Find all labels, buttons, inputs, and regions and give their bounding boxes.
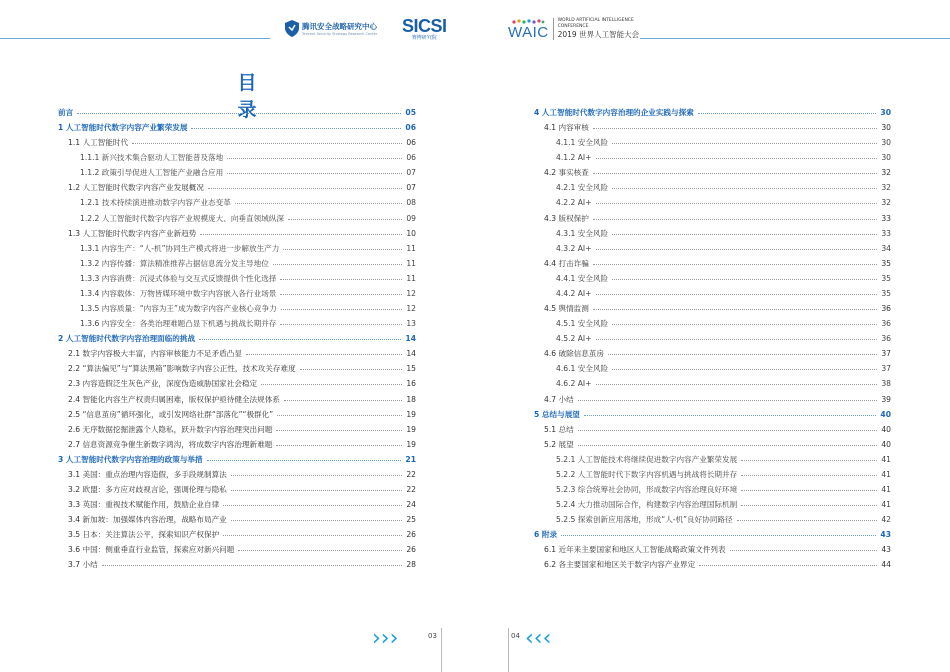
toc-entry-title: 4.7 小结 [544,394,574,404]
toc-page-number: 12 [406,288,416,298]
toc-leader-dots [612,324,877,325]
logo3-name: WAIC [508,24,549,41]
toc-leader-dots [238,550,402,551]
toc-leader-dots [300,369,403,370]
toc-page-number: 19 [406,424,416,434]
logo3-line3: 2019 世界人工智能大会 [557,30,640,39]
toc-page-number: 33 [881,213,891,223]
toc-entry-title: 4.3.1 安全风险 [556,228,609,238]
toc-page-number: 30 [881,138,891,148]
toc-entry[interactable] [556,286,891,301]
toc-entry[interactable] [544,422,891,437]
toc-leader-dots [280,279,402,280]
toc-entry[interactable] [556,452,891,467]
toc-page-number: 06 [406,138,416,148]
toc-entry[interactable] [544,301,891,316]
toc-entry[interactable] [68,527,416,542]
toc-entry-title: 5.2.1 人工智能技术将继续促进数字内容产业繁荣发展 [556,454,738,464]
toc-entry[interactable] [556,497,891,512]
toc-entry[interactable] [556,512,891,527]
toc-entry-title: 3 人工智能时代数字内容治理的政策与举措 [58,454,203,464]
toc-entry-title: 4.2.2 AI+ [556,198,592,208]
toc-entry[interactable] [544,392,891,407]
logo1-sub: Tencent Security Strategy Research Center [302,32,378,36]
logo3-line2: CONFERENCE [557,23,589,29]
toc-entry-title: 4.1 内容审核 [544,123,589,133]
toc-leader-dots [200,234,402,235]
toc-leader-dots [741,490,877,491]
toc-page-number: 32 [881,198,891,208]
toc-leader-dots [223,505,402,506]
toc-entry[interactable] [58,331,416,346]
toc-leader-dots [737,520,878,521]
logo-tencent-security [285,20,377,37]
toc-page-number: 42 [881,515,891,525]
toc-entry[interactable] [534,527,891,542]
toc-page-number: 18 [406,394,416,404]
toc-leader-dots [199,339,401,340]
toc-entry-title: 4 人工智能时代数字内容治理的企业实践与探索 [534,108,694,117]
toc-entry[interactable] [58,452,416,467]
toc-leader-dots [191,128,401,129]
toc-entry-title: 1.3.2 内容传播：算法精准推荐占据信息流分发主导地位 [80,258,269,268]
toc-page-number: 35 [881,273,891,283]
toc-entry-title: 3.1 美国：重点治理内容造假，多手段规制算法 [68,469,227,479]
logo2-name: SICSI [402,16,447,36]
toc-leader-dots [699,565,877,566]
toc-entry[interactable] [68,407,416,422]
footer-divider-left [441,628,442,672]
toc-leader-dots [612,188,877,189]
toc-entry-title: 前言 [58,108,74,117]
toc-leader-dots [261,384,402,385]
toc-entry-title: 5.2 展望 [544,439,574,449]
toc-leader-dots [132,143,402,144]
toc-entry-title: 4.5 舆情监测 [544,304,589,314]
toc-entry-title: 2.4 智能化内容生产权责归属困难，版权保护亟待健全法规体系 [68,394,280,404]
toc-entry-title: 4.3.2 AI+ [556,243,592,253]
toc-page-number: 12 [406,304,416,314]
toc-page-number: 37 [881,364,891,374]
toc-entry-title: 2.2 “算法偏见”与“算法黑箱”影响数字内容公正性，技术攻关存难度 [68,364,296,374]
toc-leader-dots [281,309,403,310]
toc-entry-title: 2.1 数字内容极大丰富，内容审核能力不足矛盾凸显 [68,349,242,359]
toc-entry[interactable] [68,542,416,557]
toc-entry-title: 2 人工智能时代数字内容治理面临的挑战 [58,334,196,344]
toc-entry-title: 1.3.3 内容消费：沉浸式体验与交互式反馈提供个性化选择 [80,273,277,283]
toc-entry[interactable] [68,497,416,512]
toc-leader-dots [596,249,878,250]
toc-page-number: 26 [406,530,416,540]
toc-page-number: 40 [880,409,891,419]
toc-page-number: 19 [406,409,416,419]
toc-entry[interactable] [58,105,416,120]
toc-leader-dots [77,113,401,114]
toc-leader-dots [608,354,877,355]
toc-leader-dots [208,188,402,189]
toc-entry-title: 4.4.1 安全风险 [556,273,609,283]
toc-entry-title: 4.4 打击诈骗 [544,258,589,268]
toc-leader-dots [283,249,402,250]
toc-leader-dots [730,550,878,551]
toc-entry-title: 4.4.2 AI+ [556,288,592,298]
toc-entry-title: 3.3 英国：重视技术赋能作用，鼓励企业自律 [68,500,220,510]
toc-entry[interactable] [68,437,416,452]
toc-page-number: 32 [881,168,891,178]
toc-entry-title: 1.2.1 技术持续演进推动数字内容产业态变革 [80,198,231,208]
toc-entry-title: 1.1.1 新兴技术集合驱动人工智能普及落地 [80,153,224,163]
toc-leader-dots [235,203,403,204]
toc-entry-title: 1.3.6 内容安全：各类治理难题凸显下机遇与挑战长期并存 [80,319,277,329]
toc-entry[interactable] [534,407,891,422]
toc-entry[interactable] [80,211,416,226]
page-number-right: 04 [511,632,520,640]
toc-entry[interactable] [68,392,416,407]
toc-entry-title: 4.6 破除信息茧房 [544,349,605,359]
toc-entry-title: 4.5.1 安全风险 [556,319,609,329]
toc-page-number: 30 [881,153,891,163]
toc-entry[interactable] [556,195,891,210]
toc-leader-dots [612,143,877,144]
toc-leader-dots [593,309,877,310]
toc-entry[interactable] [80,286,416,301]
toc-page-number: 36 [881,304,891,314]
toc-entry-title: 6.2 各主要国家和地区关于数字内容产业界定 [544,560,696,570]
toc-entry-title: 4.6.1 安全风险 [556,364,609,374]
toc-leader-dots [561,535,876,536]
toc-leader-dots [612,279,877,280]
toc-entry-title: 1.2.2 人工智能时代数字内容产业规模庞大、向垂直领域纵深 [80,213,284,223]
header-line-left [0,38,270,39]
toc-entry[interactable] [80,165,416,180]
toc-leader-dots [276,430,402,431]
toc-page-number: 44 [881,560,891,570]
toc-entry[interactable] [80,195,416,210]
toc-entry[interactable] [556,331,891,346]
toc-entry[interactable] [556,180,891,195]
toc-entry-title: 2.5 “信息茧房”循环强化，或引发网络社群“部落化”“极群化” [68,409,274,419]
toc-entry-title: 1.3.5 内容质量：“内容为王”成为数字内容产业核心竞争力 [80,304,277,314]
toc-entry[interactable] [556,361,891,376]
logo1-name: 腾讯安全战略研究中心 [302,22,377,31]
shield-icon [285,20,299,37]
toc-page-number: 28 [406,560,416,570]
toc-entry[interactable] [68,467,416,482]
toc-entry[interactable] [68,422,416,437]
toc-page-number: 40 [881,424,891,434]
toc-entry[interactable] [534,105,891,120]
toc-leader-dots [246,354,402,355]
toc-entry-title: 5 总结与展望 [534,409,580,419]
toc-entry[interactable] [544,256,891,271]
toc-page-number: 41 [881,469,891,479]
toc-page-number: 11 [406,258,416,268]
toc-leader-dots [593,173,877,174]
toc-page-number: 36 [881,319,891,329]
toc-entry[interactable] [68,361,416,376]
toc-entry[interactable] [556,376,891,391]
toc-page-number: 41 [881,454,891,464]
toc-entry-title: 4.1.2 AI+ [556,153,592,163]
toc-page-number: 22 [406,469,416,479]
page-number-left: 03 [428,632,437,640]
toc-page-number: 16 [406,379,416,389]
page-title: 目 录 [237,72,263,121]
toc-entry[interactable] [80,256,416,271]
toc-entry-title: 2.6 无序数据挖掘泄露个人隐私，跃升数字内容治理突出问题 [68,424,273,434]
toc-entry[interactable] [68,512,416,527]
toc-entry[interactable] [544,346,891,361]
toc-page-number: 38 [881,379,891,389]
toc-entry[interactable] [556,467,891,482]
logo-sicsi [402,18,447,41]
toc-entry[interactable] [58,120,416,135]
toc-leader-dots [596,158,878,159]
toc-page-number: 43 [880,530,891,540]
toc-entry-title: 3.6 中国：侧重垂直行业监管，探索应对新兴问题 [68,545,235,555]
toc-leader-dots [288,219,402,220]
toc-entry[interactable] [544,120,891,135]
toc-leader-dots [276,445,402,446]
toc-page-number: 41 [881,500,891,510]
chevron-left-icon: ‹‹‹ [525,626,552,651]
toc-leader-dots [102,565,403,566]
toc-entry-title: 3.4 新加坡：加强媒体内容治理，战略布局产业 [68,515,227,525]
toc-entry[interactable] [556,316,891,331]
toc-leader-dots [207,460,402,461]
toc-page-number: 26 [406,545,416,555]
toc-page-number: 43 [881,545,891,555]
toc-entry-title: 3.5 日本：关注算法公平，探索知识产权保护 [68,530,220,540]
toc-page-number: 21 [405,454,416,464]
toc-entry-title: 1.3.4 内容载体：万物皆媒环境中数字内容嵌入各行业场景 [80,288,277,298]
toc-entry[interactable] [68,557,416,572]
toc-entry-title: 1.1.2 政策引导促进人工智能产业融合应用 [80,168,224,178]
toc-page-number: 13 [406,319,416,329]
toc-page-number: 36 [881,334,891,344]
toc-page-number: 09 [406,213,416,223]
toc-entry-title: 6 附录 [534,530,558,540]
toc-leader-dots [277,415,402,416]
toc-entry-title: 6.1 近年来主要国家和地区人工智能战略政策文件列表 [544,545,726,555]
toc-leader-dots [284,400,402,401]
toc-entry-title: 4.2 事实核查 [544,168,589,178]
toc-page-number: 30 [881,123,891,133]
toc-entry[interactable] [80,241,416,256]
toc-page-number: 40 [881,439,891,449]
toc-leader-dots [280,324,402,325]
toc-leader-dots [231,520,403,521]
toc-entry[interactable] [544,165,891,180]
toc-leader-dots [612,234,877,235]
toc-entry-title: 5.2.2 人工智能时代下数字内容机遇与挑战将长期并存 [556,469,738,479]
toc-page-number: 35 [881,258,891,268]
toc-page-number: 14 [405,334,416,344]
chevron-right-icon: ››› [372,626,399,651]
toc-page-number: 06 [406,153,416,163]
toc-page-number: 24 [406,500,416,510]
toc-entry-title: 2.7 信息资源竞争催生新数字鸿沟，将成数字内容治理新难题 [68,439,273,449]
toc-page-number: 15 [406,364,416,374]
toc-leader-dots [593,264,877,265]
toc-entry-title: 3.2 欧盟：多方应对歧视言论，强调伦理与隐私 [68,485,227,494]
toc-entry[interactable] [556,241,891,256]
toc-entry[interactable] [68,226,416,241]
toc-page-number: 39 [881,394,891,404]
toc-leader-dots [578,445,878,446]
toc-page-number: 35 [881,288,891,298]
toc-entry[interactable] [556,150,891,165]
toc-page-number: 22 [406,485,416,494]
toc-entry[interactable] [80,271,416,286]
toc-entry[interactable] [68,482,416,497]
toc-page-number: 10 [406,228,416,238]
toc-leader-dots [280,294,402,295]
toc-entry-title: 4.1.1 安全风险 [556,138,609,148]
toc-leader-dots [227,158,402,159]
toc-leader-dots [578,400,878,401]
toc-entry[interactable] [544,211,891,226]
toc-page-number: 05 [405,108,416,117]
toc-leader-dots [596,339,878,340]
toc-page-number: 07 [406,183,416,193]
toc-leader-dots [596,294,878,295]
toc-entry-title: 4.5.2 AI+ [556,334,592,344]
toc-page-number: 07 [406,168,416,178]
logo2-sub: 赛博研究院 [411,35,437,41]
footer-divider-right [508,628,509,672]
toc-leader-dots [584,415,877,416]
toc-leader-dots [227,173,402,174]
toc-entry[interactable] [80,301,416,316]
toc-entry-title: 3.7 小结 [68,560,98,570]
toc-entry[interactable] [544,557,891,572]
toc-entry[interactable] [544,542,891,557]
toc-leader-dots [231,490,403,491]
toc-entry-title: 4.2.1 安全风险 [556,183,609,193]
toc-entry-title: 1.3.1 内容生产：“人-机”协同生产模式将进一步解放生产力 [80,243,280,253]
toc-entry-title: 4.6.2 AI+ [556,379,592,389]
toc-entry-title: 5.1 总结 [544,424,574,434]
toc-page-number: 11 [406,243,416,253]
toc-leader-dots [578,430,878,431]
toc-entry[interactable] [544,437,891,452]
toc-leader-dots [612,369,877,370]
logo-waic [508,18,639,40]
toc-entry[interactable] [556,135,891,150]
toc-page-number: 37 [881,349,891,359]
toc-leader-dots [596,203,878,204]
toc-page-number: 11 [406,273,416,283]
toc-page-number: 34 [881,243,891,253]
toc-leader-dots [698,113,877,114]
logo3-line1: WORLD ARTIFICIAL INTELLIGENCE [557,18,634,23]
toc-entry[interactable] [68,346,416,361]
toc-page-number: 41 [881,485,891,494]
toc-entry-title: 1.1 人工智能时代 [68,138,129,148]
toc-entry[interactable] [556,271,891,286]
toc-page-number: 30 [880,108,891,117]
toc-entry[interactable] [556,226,891,241]
toc-page-number: 19 [406,439,416,449]
toc-entry[interactable] [80,316,416,331]
toc-leader-dots [273,264,403,265]
toc-page-number: 06 [405,123,416,133]
toc-leader-dots [741,460,877,461]
toc-entry[interactable] [68,180,416,195]
toc-leader-dots [223,535,402,536]
toc-leader-dots [596,384,878,385]
toc-page-number: 08 [406,198,416,208]
toc-entry-title: 1.2 人工智能时代数字内容产业发展概况 [68,183,204,193]
header-line-right [640,38,950,39]
toc-entry[interactable] [68,376,416,391]
toc-page-number: 14 [406,349,416,359]
toc-leader-dots [593,219,877,220]
toc-page-number: 25 [406,515,416,525]
toc-entry-title: 5.2.5 探索创新应用落地，形成“人-机”良好协同路径 [556,515,733,525]
toc-entry-title: 4.3 版权保护 [544,213,589,223]
toc-entry-title: 1 人工智能时代数字内容产业繁荣发展 [58,123,188,133]
toc-page-number: 33 [881,228,891,238]
toc-leader-dots [231,475,403,476]
toc-leader-dots [741,505,877,506]
toc-entry[interactable] [68,135,416,150]
toc-entry-title: 1.3 人工智能时代数字内容产业新趋势 [68,228,197,238]
toc-entry[interactable] [556,482,891,497]
toc-entry-title: 2.3 内容造假泛生灰色产业，深度伪造威胁国家社会稳定 [68,379,258,389]
toc-leader-dots [593,128,877,129]
toc-page-number: 32 [881,183,891,193]
toc-entry-title: 5.2.3 综合统筹社会协同，形成数字内容治理良好环境 [556,485,738,494]
toc-entry-title: 5.2.4 大力推动国际合作，构建数字内容治理国际机制 [556,500,738,510]
toc-entry[interactable] [80,150,416,165]
toc-leader-dots [741,475,877,476]
